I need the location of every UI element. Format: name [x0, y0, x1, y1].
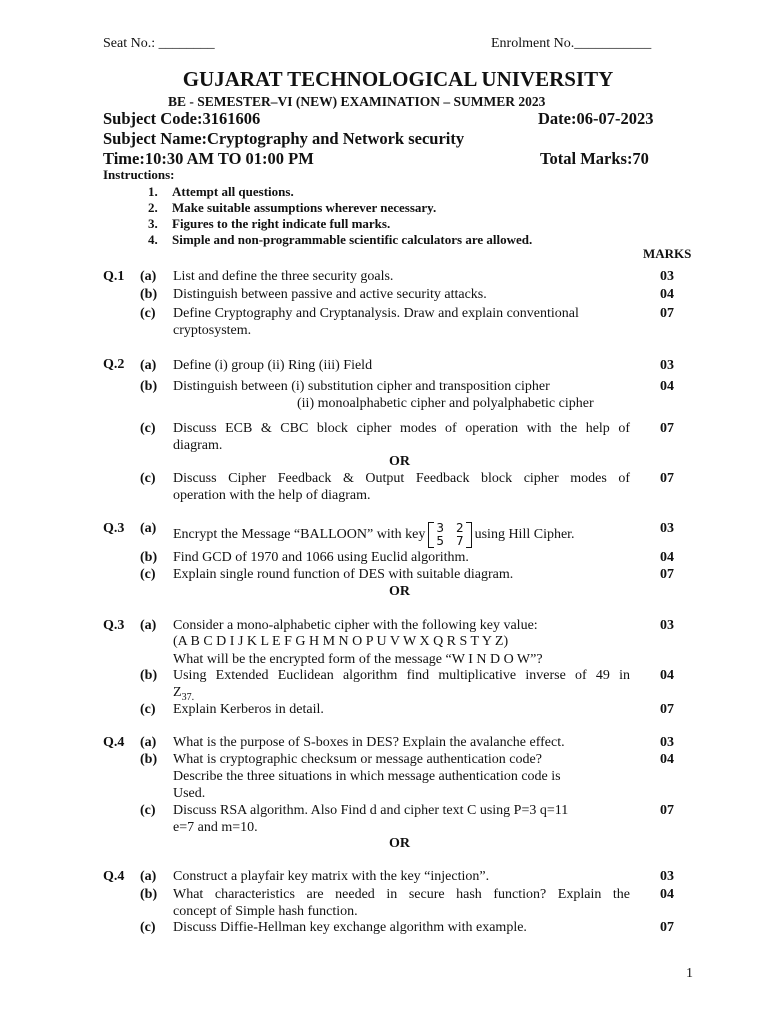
question-number: Q.3 — [103, 618, 125, 633]
instruction-item: Make suitable assumptions wherever necessary. — [172, 200, 437, 215]
marks-value: 04 — [660, 550, 674, 565]
marks-value: 07 — [660, 471, 674, 486]
question-number: Q.3 — [103, 521, 125, 536]
question-number: Q.4 — [103, 869, 125, 884]
instructions-heading: Instructions: — [103, 167, 175, 182]
modulus-symbol: Z — [173, 685, 182, 700]
matrix-cell: 5 — [436, 534, 444, 548]
or-separator: OR — [389, 584, 410, 599]
marks-value: 03 — [660, 521, 674, 536]
part-label: (a) — [140, 618, 157, 633]
question-text: Define Cryptography and Cryptanalysis. Draw and explain conventional — [173, 306, 579, 321]
question-text: operation with the help of diagram. — [173, 488, 371, 503]
question-text: Find GCD of 1970 and 1066 using Euclid algorithm. — [173, 550, 469, 565]
marks-value: 07 — [660, 421, 674, 436]
or-separator: OR — [389, 836, 410, 851]
part-label: (c) — [140, 306, 156, 321]
question-number: Q.4 — [103, 735, 125, 750]
part-label: (b) — [140, 752, 158, 767]
marks-value: 04 — [660, 752, 674, 767]
instruction-number: 3. — [148, 216, 158, 231]
question-text: e=7 and m=10. — [173, 820, 258, 835]
question-text: using Hill Cipher. — [474, 527, 575, 542]
part-label: (b) — [140, 287, 158, 302]
part-label: (a) — [140, 358, 157, 373]
marks-value: 04 — [660, 287, 674, 302]
question-text: diagram. — [173, 438, 223, 453]
marks-value: 04 — [660, 887, 674, 902]
question-text: Define (i) group (ii) Ring (iii) Field — [173, 358, 373, 373]
total-marks: Total Marks:70 — [540, 149, 649, 168]
instruction-item: Figures to the right indicate full marks. — [172, 216, 391, 231]
part-label: (a) — [140, 735, 157, 750]
question-text: Discuss Diffie-Hellman key exchange algorithm with example. — [173, 920, 527, 935]
marks-column-header: MARKS — [643, 246, 692, 261]
page-number: 1 — [686, 966, 693, 981]
part-label: (b) — [140, 887, 158, 902]
instruction-number: 4. — [148, 232, 158, 247]
marks-value: 03 — [660, 735, 674, 750]
marks-value: 07 — [660, 306, 674, 321]
modulus-subscript: 37. — [181, 691, 195, 703]
subject-code: Subject Code:3161606 — [103, 109, 261, 128]
part-label: (c) — [140, 920, 156, 935]
part-label: (c) — [140, 421, 156, 436]
question-text: Consider a mono-alphabetic cipher with the following key value: — [173, 618, 538, 633]
question-text: List and define the three security goals. — [173, 269, 394, 284]
subject-name: Subject Name:Cryptography and Network security — [103, 129, 465, 148]
marks-value: 07 — [660, 567, 674, 582]
marks-value: 03 — [660, 869, 674, 884]
part-label: (a) — [140, 269, 157, 284]
part-label: (c) — [140, 702, 156, 717]
question-number: Q.1 — [103, 269, 125, 284]
key-matrix — [428, 522, 471, 548]
part-label: (b) — [140, 379, 158, 394]
instruction-item: Attempt all questions. — [172, 184, 294, 199]
hill-cipher-question — [173, 519, 575, 551]
question-text-modulus — [173, 685, 194, 703]
question-text: Discuss Cipher Feedback & Output Feedback block cipher modes of — [173, 471, 630, 486]
question-text: Describe the three situations in which message authentication code is — [173, 769, 561, 784]
enrolment-number: Enrolment No.___________ — [491, 36, 652, 51]
question-text: Discuss ECB & CBC block cipher modes of operation with the help of — [173, 421, 630, 436]
question-text: What is cryptographic checksum or message authentication code? — [173, 752, 542, 767]
question-text: Encrypt the Message “BALLOON” with key — [173, 527, 426, 542]
question-text: Construct a playfair key matrix with the key “injection”. — [173, 869, 490, 884]
question-text: Distinguish between passive and active security attacks. — [173, 287, 487, 302]
instruction-number: 1. — [148, 184, 158, 199]
part-label: (b) — [140, 550, 158, 565]
part-label: (c) — [140, 803, 156, 818]
question-text: Using Extended Euclidean algorithm find multiplicative inverse of 49 in — [173, 668, 630, 683]
question-text: Explain single round function of DES with suitable diagram. — [173, 567, 514, 582]
question-text: What characteristics are needed in secure hash function? Explain the — [173, 887, 630, 902]
marks-value: 07 — [660, 920, 674, 935]
question-text: Distinguish between (i) substitution cipher and transposition cipher — [173, 379, 550, 394]
question-number: Q.2 — [103, 357, 125, 372]
marks-value: 03 — [660, 269, 674, 284]
question-text: Discuss RSA algorithm. Also Find d and cipher text C using P=3 q=11 — [173, 803, 569, 818]
marks-value: 04 — [660, 379, 674, 394]
marks-value: 07 — [660, 803, 674, 818]
or-separator: OR — [389, 454, 410, 469]
question-text: (ii) monoalphabetic cipher and polyalphabetic cipher — [297, 396, 594, 411]
exam-title: BE - SEMESTER–VI (NEW) EXAMINATION – SUMMER 2023 — [168, 94, 546, 109]
exam-time: Time:10:30 AM TO 01:00 PM — [103, 149, 314, 168]
marks-value: 03 — [660, 358, 674, 373]
part-label: (a) — [140, 869, 157, 884]
marks-value: 04 — [660, 668, 674, 683]
matrix-right-bracket — [466, 522, 472, 548]
question-text: What is the purpose of S-boxes in DES? Explain the avalanche effect. — [173, 735, 565, 750]
university-name: GUJARAT TECHNOLOGICAL UNIVERSITY — [182, 67, 614, 91]
question-text: Used. — [173, 786, 206, 801]
matrix-cell: 3 — [436, 521, 444, 535]
instruction-item: Simple and non-programmable scientific calculators are allowed. — [172, 232, 533, 247]
part-label: (c) — [140, 567, 156, 582]
part-label: (b) — [140, 668, 158, 683]
question-text: Explain Kerberos in detail. — [173, 702, 324, 717]
question-text: cryptosystem. — [173, 323, 252, 338]
matrix-cell: 7 — [455, 534, 464, 548]
part-label: (c) — [140, 471, 156, 486]
question-text: What will be the encrypted form of the message “W I N D O W”? — [173, 652, 543, 667]
seat-number: Seat No.: ________ — [103, 36, 215, 51]
marks-value: 03 — [660, 618, 674, 633]
matrix-cell: 2 — [455, 521, 464, 535]
marks-value: 07 — [660, 702, 674, 717]
part-label: (a) — [140, 521, 157, 536]
question-text: concept of Simple hash function. — [173, 904, 358, 919]
question-text: (A B C D I J K L E F G H M N O P U V W X Q R S T Y Z) — [173, 634, 509, 649]
exam-date: Date:06-07-2023 — [538, 109, 654, 128]
instruction-number: 2. — [148, 200, 158, 215]
